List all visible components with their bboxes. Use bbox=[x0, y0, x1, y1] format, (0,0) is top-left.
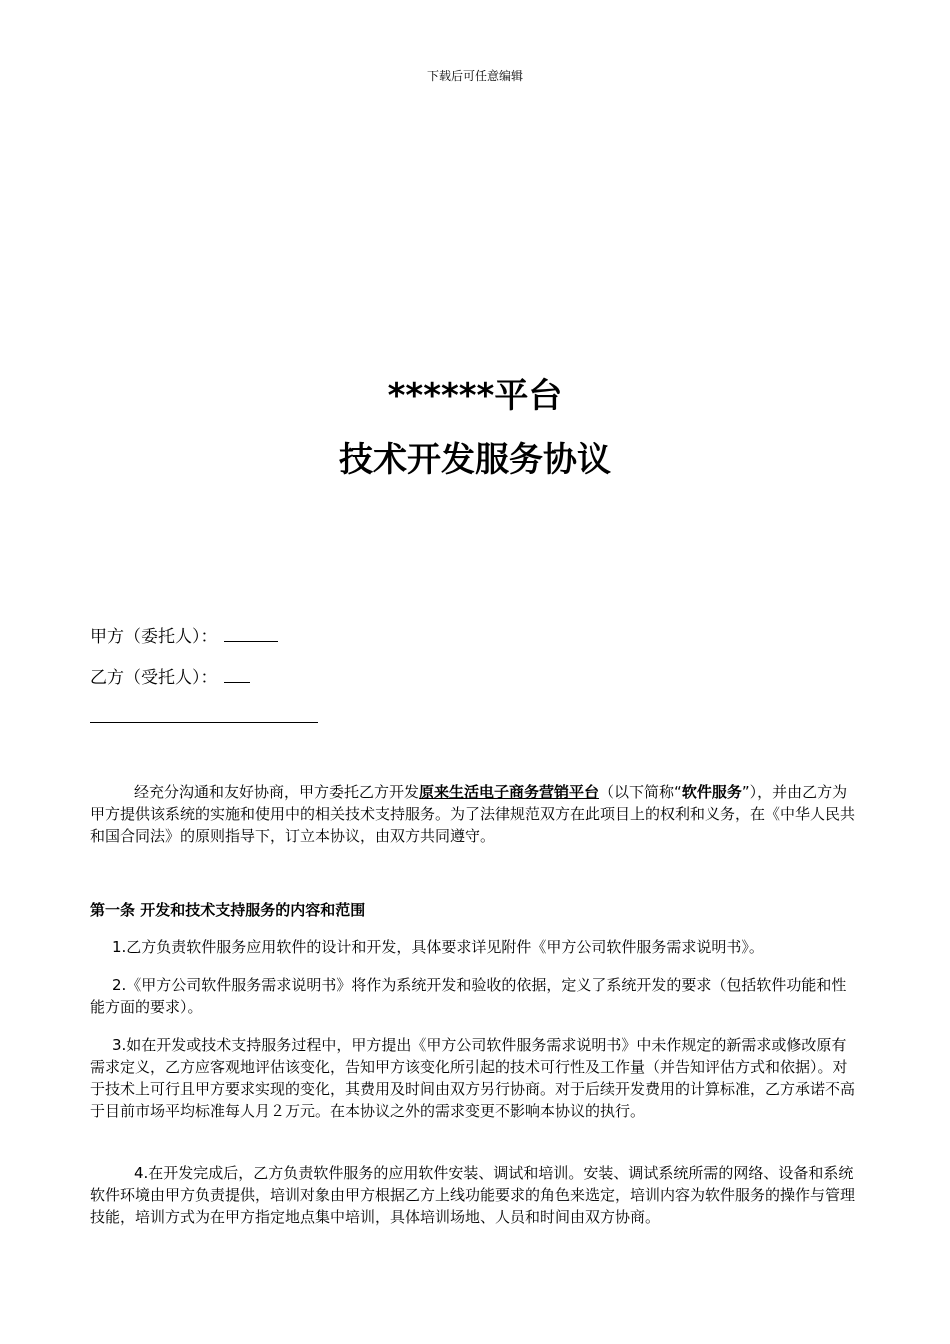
party-b-blank bbox=[224, 663, 250, 683]
party-b-label: 乙方（受托人）： bbox=[90, 668, 218, 688]
party-a-line bbox=[90, 622, 278, 649]
intro-text-before: 经充分沟通和友好协商，甲方委托乙方开发 bbox=[134, 783, 420, 801]
intro-text-after: ”），并由乙方为甲方提供该系统的实施和使用中的相关技术支持服务。为了法律规范双方在此项目上的权利和义务，在《中华人民共和国合同法》的原则指导下，订立本协议，由双方共同遵守。 bbox=[90, 783, 856, 845]
section-1-title: 第一条 开发和技术支持服务的内容和范围 bbox=[90, 901, 366, 919]
party-a-blank bbox=[224, 622, 278, 642]
document-title-line2: 技术开发服务协议 bbox=[339, 440, 611, 480]
section-1-item-3: 3.如在开发或技术支持服务过程中，甲方提出《甲方公司软件服务需求说明书》中未作规定的新需求或修改原有需求定义，乙方应客观地评估该变化，告知甲方该变化所引起的技术可行性及工作量（并告知评估方式和依据）。对于技术上可行且甲方要求实现的变化，其费用及时间由双方另行协商。对于后续开发费用的计算标准，乙方承诺不高于目前市场平均标准每人月２万元。在本协议之外的需求变更不影响本协议的执行。 bbox=[90, 1036, 856, 1120]
document-title-line1: ******平台 bbox=[387, 376, 563, 416]
section-1-item-1: 1.乙方负责软件服务应用软件的设计和开发，具体要求详见附件《甲方公司软件服务需求说明书》。 bbox=[112, 938, 764, 956]
intro-paragraph bbox=[90, 781, 860, 847]
section-1-item-2: 2.《甲方公司软件服务需求说明书》将作为系统开发和验收的依据，定义了系统开发的要求（包括软件功能和性能方面的要求）。 bbox=[90, 976, 847, 1016]
party-a-label: 甲方（委托人）： bbox=[90, 627, 218, 647]
header-note: 下载后可任意编辑 bbox=[426, 69, 523, 83]
intro-text-middle: （以下简称“ bbox=[599, 783, 682, 801]
signature-underline bbox=[90, 722, 318, 723]
platform-name: 原来生活电子商务营销平台 bbox=[419, 783, 600, 801]
short-name: 软件服务 bbox=[681, 783, 742, 801]
party-b-line bbox=[90, 663, 250, 690]
section-1-item-4: 4.在开发完成后，乙方负责软件服务的应用软件安装、调试和培训。安装、调试系统所需的网络、设备和系统软件环境由甲方负责提供，培训对象由甲方根据乙方上线功能要求的角色来选定，培训内容为软件服务的操作与管理技能，培训方式为在甲方指定地点集中培训，具体培训场地、人员和时间由双方协商。 bbox=[90, 1164, 856, 1226]
